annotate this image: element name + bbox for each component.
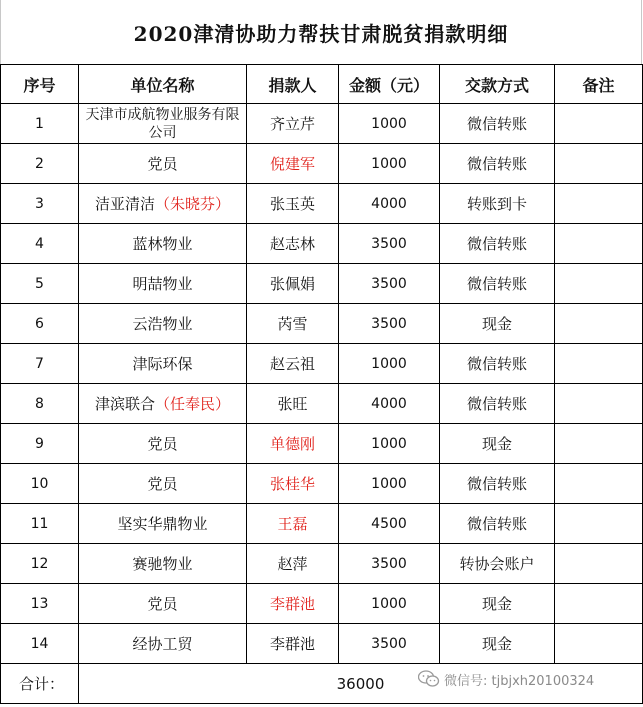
row-number: 10 <box>1 464 79 504</box>
watermark-text: 微信号: tjbjxh20100324 <box>444 673 595 689</box>
payment-method: 转账到卡 <box>440 184 555 224</box>
table-row <box>1 344 643 384</box>
payment-method: 微信转账 <box>440 264 555 304</box>
table-row <box>1 464 643 504</box>
note <box>555 344 643 384</box>
donor-name: 赵志林 <box>247 224 339 264</box>
unit-name-text: 明喆物业 <box>132 275 193 293</box>
table-row <box>1 584 643 624</box>
donor-name: 张佩娟 <box>247 264 339 304</box>
note <box>555 384 643 424</box>
unit-name <box>79 144 247 184</box>
donor-name: 赵云祖 <box>247 344 339 384</box>
header-method: 交款方式 <box>440 65 555 104</box>
donor-name: 张桂华 <box>247 464 339 504</box>
amount: 4500 <box>339 504 440 544</box>
unit-contact: （任奉民） <box>155 395 231 413</box>
unit-name <box>79 464 247 504</box>
note <box>555 504 643 544</box>
donor-name: 李群池 <box>247 624 339 664</box>
amount: 4000 <box>339 184 440 224</box>
payment-method: 微信转账 <box>440 464 555 504</box>
note <box>555 224 643 264</box>
donor-name: 张玉英 <box>247 184 339 224</box>
total-amount: 36000 <box>79 664 643 704</box>
row-number: 12 <box>1 544 79 584</box>
row-number: 13 <box>1 584 79 624</box>
header-unit: 单位名称 <box>79 65 247 104</box>
amount: 3500 <box>339 264 440 304</box>
row-number: 5 <box>1 264 79 304</box>
note <box>555 184 643 224</box>
unit-name-text: 天津市成航物业服务有限公司 <box>85 106 240 141</box>
header-amount: 金额（元） <box>339 65 440 104</box>
amount: 1000 <box>339 144 440 184</box>
title-row <box>0 0 642 64</box>
unit-name <box>79 424 247 464</box>
row-number: 11 <box>1 504 79 544</box>
unit-name <box>79 304 247 344</box>
note <box>555 544 643 584</box>
unit-name-text: 蓝林物业 <box>132 235 193 253</box>
payment-method: 微信转账 <box>440 504 555 544</box>
wechat-icon <box>418 670 440 688</box>
table-row <box>1 104 643 144</box>
unit-name-text: 党员 <box>147 475 178 493</box>
note <box>555 584 643 624</box>
donation-table <box>0 64 643 704</box>
row-number: 7 <box>1 344 79 384</box>
header-no: 序号 <box>1 65 79 104</box>
total-label: 合计： <box>1 664 79 704</box>
payment-method: 微信转账 <box>440 384 555 424</box>
unit-name <box>79 384 247 424</box>
unit-name-text: 党员 <box>147 155 178 173</box>
amount: 3500 <box>339 544 440 584</box>
donor-name: 倪建军 <box>247 144 339 184</box>
unit-name-text: 坚实华鼎物业 <box>117 515 208 533</box>
donor-name: 李群池 <box>247 584 339 624</box>
row-number: 4 <box>1 224 79 264</box>
note <box>555 464 643 504</box>
row-number: 6 <box>1 304 79 344</box>
unit-name-text: 津滨联合 <box>94 395 155 413</box>
note <box>555 624 643 664</box>
unit-name <box>79 624 247 664</box>
table-row <box>1 264 643 304</box>
unit-name <box>79 344 247 384</box>
note <box>555 304 643 344</box>
unit-name <box>79 504 247 544</box>
amount: 3500 <box>339 224 440 264</box>
note <box>555 424 643 464</box>
watermark <box>414 668 598 690</box>
donor-name: 王磊 <box>247 504 339 544</box>
header-note: 备注 <box>555 65 643 104</box>
row-number: 8 <box>1 384 79 424</box>
payment-method: 转协会账户 <box>440 544 555 584</box>
donor-name: 赵萍 <box>247 544 339 584</box>
table-row <box>1 304 643 344</box>
unit-name-text: 经协工贸 <box>132 635 193 653</box>
payment-method: 微信转账 <box>440 144 555 184</box>
payment-method: 现金 <box>440 424 555 464</box>
unit-name <box>79 264 247 304</box>
unit-name-text: 洁亚清洁 <box>94 195 155 213</box>
unit-name-text: 津际环保 <box>132 355 193 373</box>
amount: 3500 <box>339 304 440 344</box>
unit-name <box>79 184 247 224</box>
amount: 1000 <box>339 104 440 144</box>
amount: 3500 <box>339 624 440 664</box>
note <box>555 264 643 304</box>
table-row <box>1 544 643 584</box>
amount: 1000 <box>339 584 440 624</box>
table-row <box>1 184 643 224</box>
amount: 4000 <box>339 384 440 424</box>
table-row <box>1 624 643 664</box>
payment-method: 现金 <box>440 304 555 344</box>
unit-name-text: 党员 <box>147 595 178 613</box>
table-row <box>1 504 643 544</box>
row-number: 1 <box>1 104 79 144</box>
header-donor: 捐款人 <box>247 65 339 104</box>
unit-name <box>79 224 247 264</box>
unit-name-text: 党员 <box>147 435 178 453</box>
page-title: 2020津清协助力帮扶甘肃脱贫捐款明细 <box>133 21 509 46</box>
table-row <box>1 384 643 424</box>
note <box>555 144 643 184</box>
donor-name: 芮雪 <box>247 304 339 344</box>
amount: 1000 <box>339 424 440 464</box>
unit-name-text: 云浩物业 <box>132 315 193 333</box>
table-row <box>1 224 643 264</box>
unit-name-text: 赛驰物业 <box>132 555 193 573</box>
note <box>555 104 643 144</box>
row-number: 2 <box>1 144 79 184</box>
row-number: 14 <box>1 624 79 664</box>
donor-name: 齐立芹 <box>247 104 339 144</box>
unit-name <box>79 544 247 584</box>
unit-name <box>79 584 247 624</box>
table-row <box>1 144 643 184</box>
amount: 1000 <box>339 464 440 504</box>
donor-name: 单德刚 <box>247 424 339 464</box>
row-number: 3 <box>1 184 79 224</box>
unit-name <box>79 104 247 144</box>
table-row <box>1 424 643 464</box>
amount: 1000 <box>339 344 440 384</box>
payment-method: 现金 <box>440 624 555 664</box>
row-number: 9 <box>1 424 79 464</box>
payment-method: 微信转账 <box>440 104 555 144</box>
unit-contact: （朱晓芬） <box>155 195 231 213</box>
donor-name: 张旺 <box>247 384 339 424</box>
header-row <box>1 65 643 104</box>
payment-method: 微信转账 <box>440 344 555 384</box>
payment-method: 现金 <box>440 584 555 624</box>
payment-method: 微信转账 <box>440 224 555 264</box>
